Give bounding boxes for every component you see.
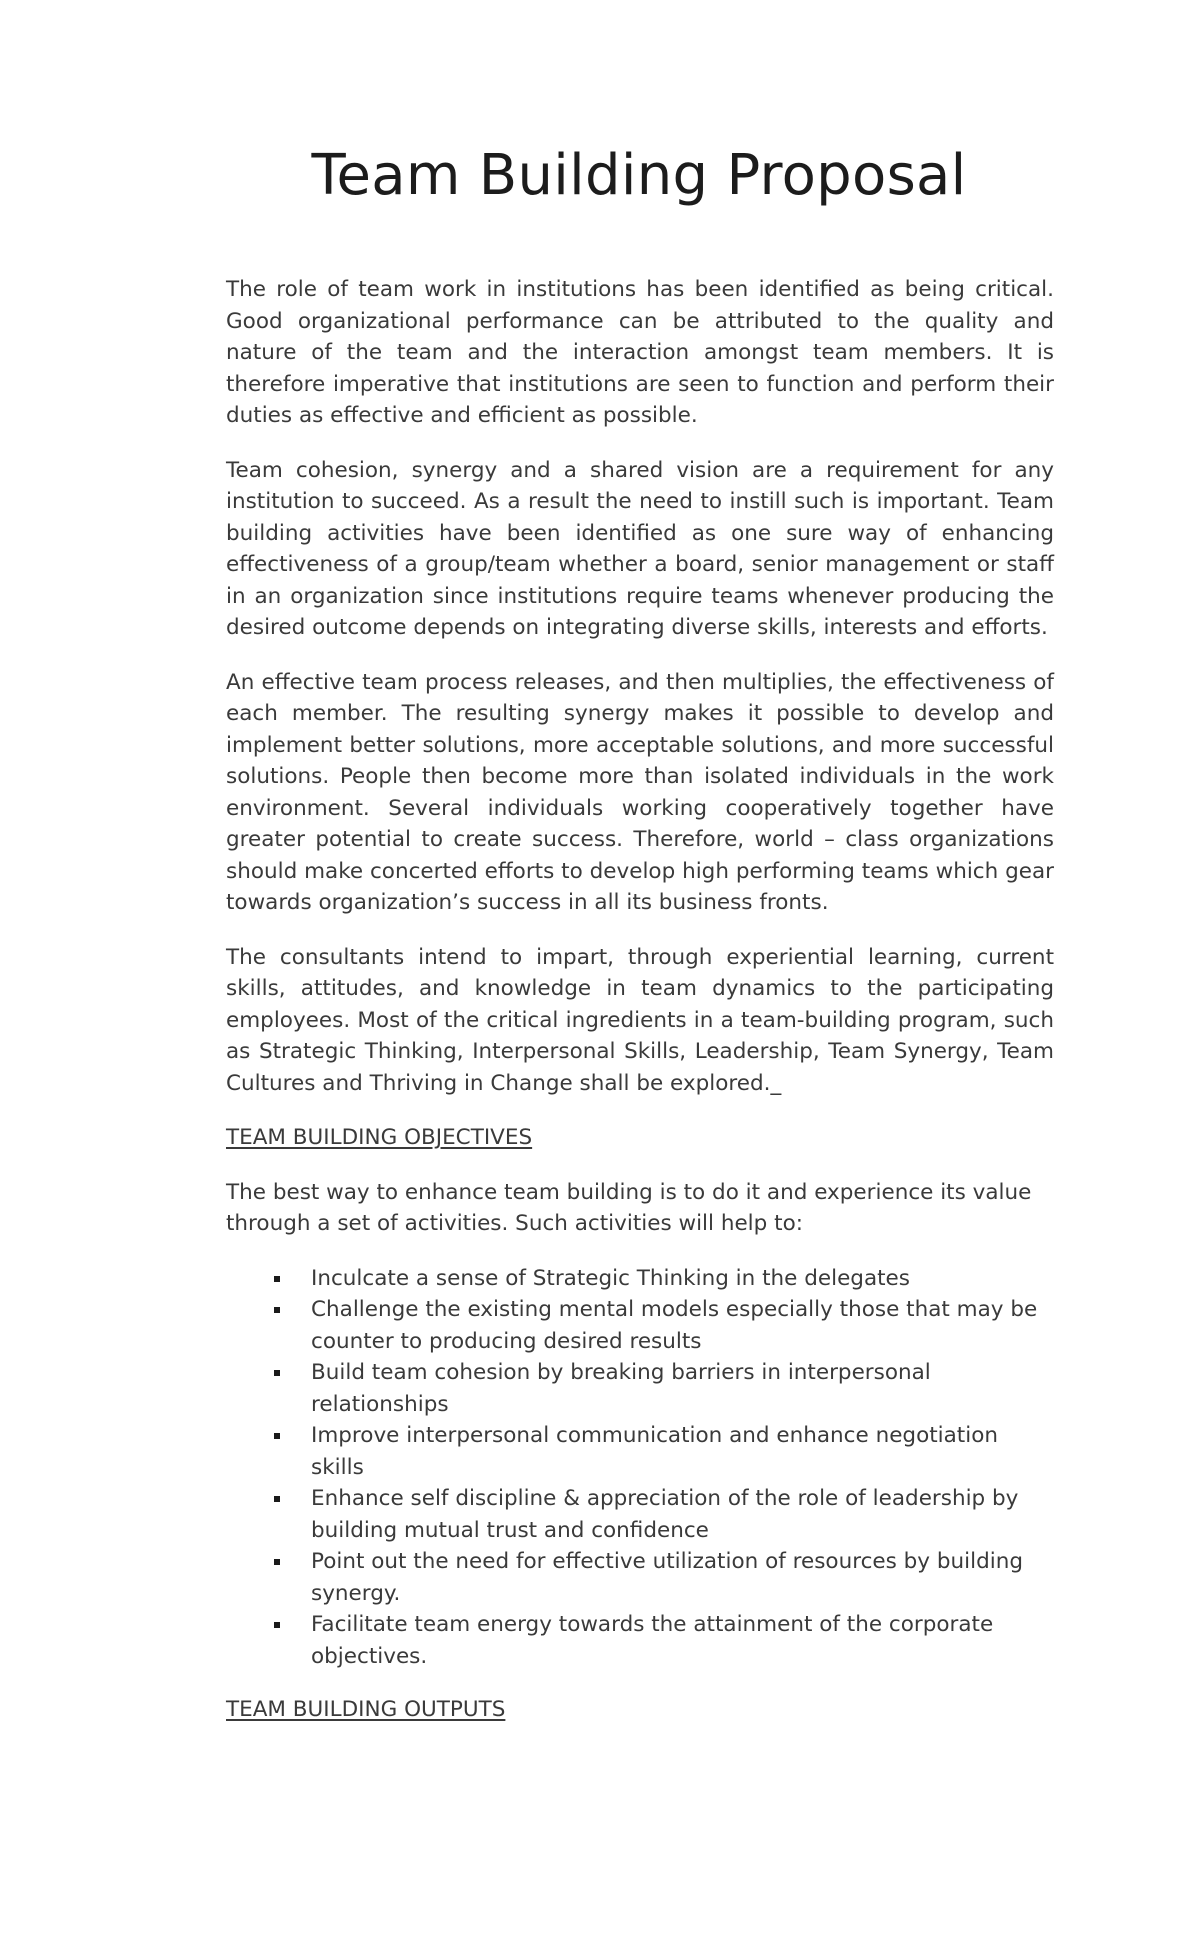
objectives-intro: The best way to enhance team building is to do it and experience its value through a set of activities. Such activities will help to: — [226, 1179, 1032, 1236]
objective-text: Facilitate team energy towards the attainment of the corporate objectives. — [311, 1612, 994, 1669]
objective-item — [226, 1263, 1054, 1295]
objective-item — [226, 1483, 1054, 1546]
objective-text: Challenge the existing mental models especially those that may be counter to producing desired results — [311, 1297, 1038, 1354]
paragraph-team-work-role: The role of team work in institutions has been identified as being critical. Good organizational performance can be attributed to the quality and nature of the team and the interaction amongst team members. It is therefore imperative that institutions are seen to function and perform their duties as effective and efficient as possible. — [226, 277, 1054, 428]
square-bullet-icon — [274, 1622, 280, 1628]
square-bullet-icon — [274, 1307, 280, 1313]
paragraph-team-cohesion: Team cohesion, synergy and a shared vision are a requirement for any institution to succeed. As a result the need to instill such is important. Team building activities have been identified as one sure way of enhancing effectiveness of a group/team whether a board, senior management or staff in an organization since institutions require teams whenever producing the desired outcome depends on integrating diverse skills, interests and efforts. — [226, 457, 1054, 640]
objectives-heading: TEAM BUILDING OBJECTIVES — [226, 1125, 533, 1150]
objectives-list — [226, 1263, 1054, 1673]
square-bullet-icon — [274, 1559, 280, 1565]
objective-text: Inculcate a sense of Strategic Thinking in the delegates — [311, 1265, 910, 1291]
objective-item — [226, 1294, 1054, 1357]
square-bullet-icon — [274, 1276, 280, 1282]
objective-item — [226, 1420, 1054, 1483]
objective-item — [226, 1357, 1054, 1420]
objective-text: Point out the need for effective utilization of resources by building synergy. — [311, 1549, 1023, 1606]
paragraph-effective-team-process: An effective team process releases, and then multiplies, the effectiveness of each member. The resulting synergy makes it possible to develop and implement better solutions, more acceptable solutions, and more successful solutions. People then become more than isolated individuals in the work environment. Several individuals working cooperatively together have greater potential to create success. Therefore, world – class organizations should make concerted efforts to develop high performing teams which gear towards organization’s success in all its business fronts. — [226, 669, 1054, 915]
objective-item — [226, 1546, 1054, 1609]
outputs-heading: TEAM BUILDING OUTPUTS — [226, 1697, 506, 1722]
objective-item — [226, 1609, 1054, 1672]
square-bullet-icon — [274, 1433, 280, 1439]
square-bullet-icon — [274, 1496, 280, 1502]
square-bullet-icon — [274, 1370, 280, 1376]
objective-text: Build team cohesion by breaking barriers in interpersonal relationships — [311, 1360, 931, 1417]
document-title: Team Building Proposal — [311, 143, 967, 208]
objective-text: Enhance self discipline & appreciation of the role of leadership by building mutual trust and confidence — [311, 1486, 1019, 1543]
document-body — [226, 274, 1054, 1749]
objective-text: Improve interpersonal communication and enhance negotiation skills — [311, 1423, 998, 1480]
paragraph-consultants: The consultants intend to impart, through experiential learning, current skills, attitudes, and knowledge in team dynamics to the participating employees. Most of the critical ingredients in a team-building program, such as Strategic Thinking, Interpersonal Skills, Leadership, Team Synergy, Team Cultures and Thriving in Change shall be explored._ — [226, 944, 1054, 1096]
